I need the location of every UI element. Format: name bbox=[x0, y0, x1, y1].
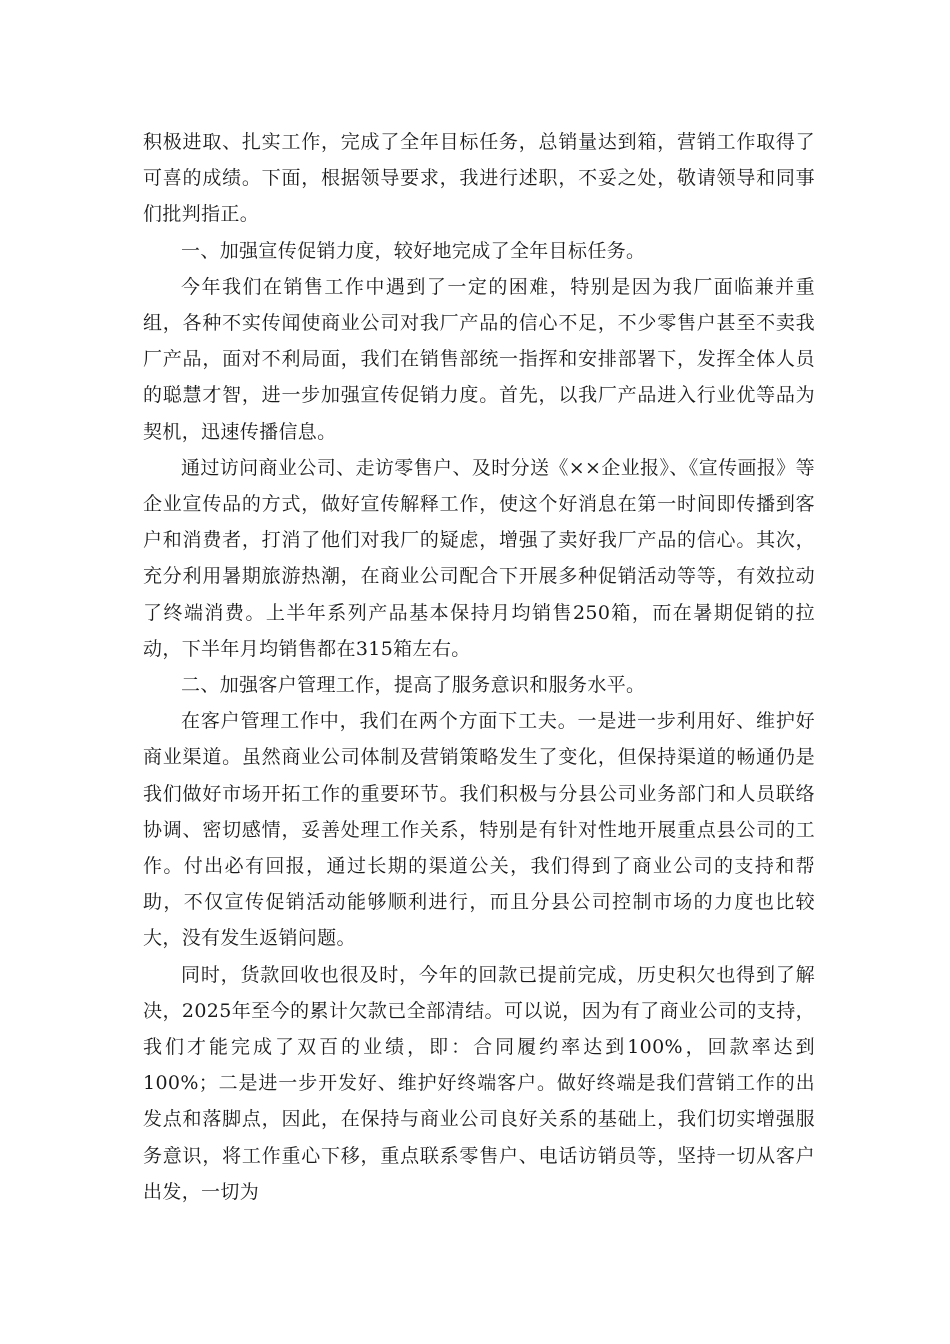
document-body bbox=[143, 124, 815, 1210]
section-heading-customer-management: 二、加强客户管理工作，提高了服务意识和服务水平。 bbox=[181, 674, 646, 697]
paragraph-channels: 在客户管理工作中，我们在两个方面下工夫。一是进一步利用好、维护好商业渠道。虽然商业公司体制及营销策略发生了变化，但保持渠道的畅通仍是我们做好市场开拓工作的重要环节。我们积极与分县公司业务部门和人员联络协调、密切感情，妥善处理工作关系，特别是有针对性地开展重点县公司的工作。付出必有回报，通过长期的渠道公关，我们得到了商业公司的支持和帮助，不仅宣传促销活动能够顺利进行，而且分县公司控制市场的力度也比较大，没有发生返销问题。 bbox=[143, 710, 815, 950]
paragraph-difficulties: 今年我们在销售工作中遇到了一定的困难，特别是因为我厂面临兼并重组，各种不实传闻使商业公司对我厂产品的信心不足，不少零售户甚至不卖我厂产品，面对不利局面，我们在销售部统一指挥和安排部署下，发挥全体人员的聪慧才智，进一步加强宣传促销力度。首先，以我厂产品进入行业优等品为契机，迅速传播信息。 bbox=[143, 275, 815, 443]
paragraph-publicity: 通过访问商业公司、走访零售户、及时分送《××企业报》、《宣传画报》等企业宣传品的方式，做好宣传解释工作，使这个好消息在第一时间即传播到客户和消费者，打消了他们对我厂的疑虑，增强了卖好我厂产品的信心。其次，充分利用暑期旅游热潮，在商业公司配合下开展多种促销活动等等，有效拉动了终端消费。上半年系列产品基本保持月均销售250箱，而在暑期促销的拉动，下半年月均销售都在315箱左右。 bbox=[143, 456, 815, 660]
section-heading-promotion: 一、加强宣传促销力度，较好地完成了全年目标任务。 bbox=[181, 239, 646, 262]
paragraph-payment-collection: 同时，货款回收也很及时，今年的回款已提前完成，历史积欠也得到了解决，2025年至今的累计欠款已全部清结。可以说，因为有了商业公司的支持，我们才能完成了双百的业绩，即：合同履约率达到100%，回款率达到100%；二是进一步开发好、维护好终端客户。做好终端是我们营销工作的出发点和落脚点，因此，在保持与商业公司良好关系的基础上，我们切实增强服务意识，将工作重心下移，重点联系零售户、电话访销员等，坚持一切从客户出发，一切为 bbox=[143, 963, 815, 1203]
paragraph-intro-continued: 积极进取、扎实工作，完成了全年目标任务，总销量达到箱，营销工作取得了可喜的成绩。下面，根据领导要求，我进行述职，不妥之处，敬请领导和同事们批判指正。 bbox=[143, 131, 815, 226]
